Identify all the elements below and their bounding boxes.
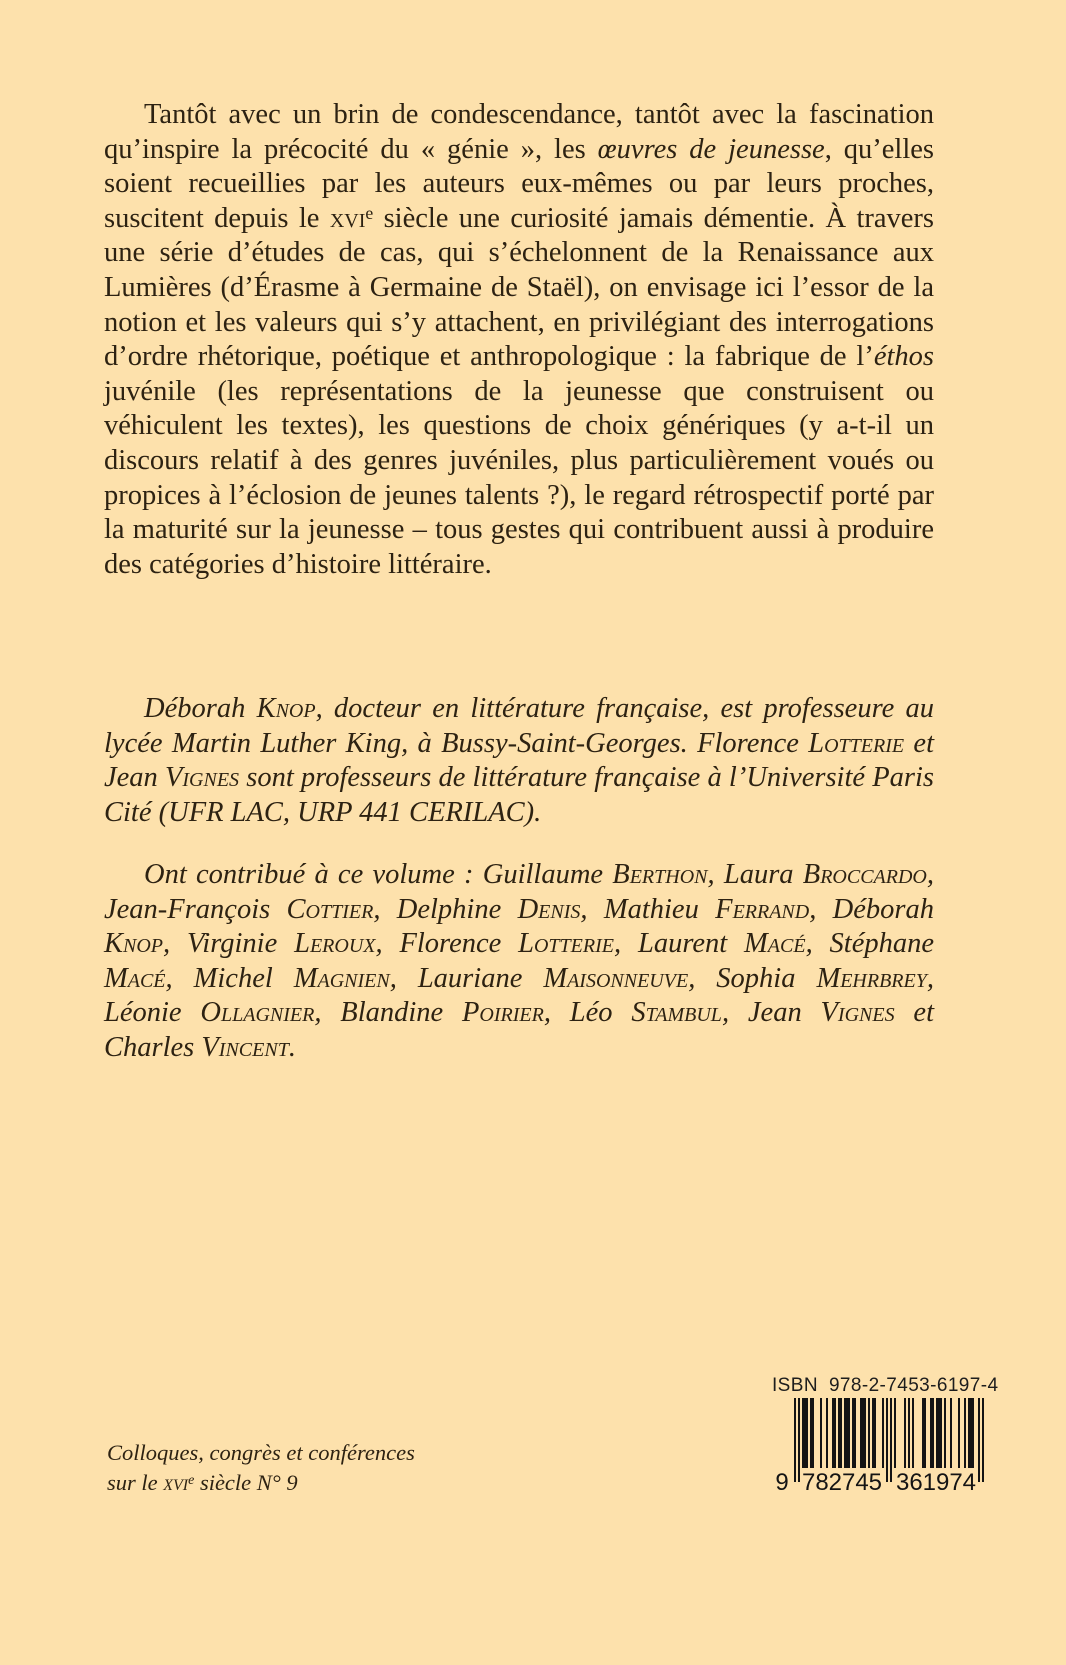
ean13-digit-prefix: 9: [775, 1469, 789, 1494]
ean13-digits-right: 361974: [896, 1469, 976, 1494]
ean13-digits-left: 782745: [802, 1469, 882, 1494]
isbn-number: 978-2-7453-6197-4: [828, 1375, 999, 1396]
authors-bio-paragraph: Déborah Knop, docteur en littérature française, est professeure au lycée Martin Luther King, à Bussy-Saint-Georges. Florence Lotterie et Jean Vignes sont professeurs de littérature française à l’Université Paris Cité (UFR LAC, URP 441 CERILAC).: [104, 693, 934, 828]
blurb-paragraph: Tantôt avec un brin de condescendance, tantôt avec la fascination qu’inspire la précocité du « génie », les œuvres de jeunesse, qu’elles soient recueillies par les auteurs eux-mêmes ou par leurs proches, suscitent depuis le xvi$^e$ siècle une curiosité jamais démentie. À travers une série d’études de cas, qui s’échelonnent de la Renaissance aux Lumières (d’Érasme à Germaine de Staël), on envisage ici l’essor de la notion et les valeurs qui s’y attachent, en privilégiant des interrogations d’ordre rhétorique, poétique et anthropologique : la fabrique de l’éthos juvénile (les représentations de la jeunesse que construisent ou véhiculent les textes), les questions de choix génériques (y a-t-il un discours relatif à des genres juvéniles, plus particulièrement voués ou propices à l’éclosion de jeunes talents ?), le regard rétrospectif porté par la maturité sur la jeunesse – tous gestes qui contribuent aussi à produire des catégories d’histoire littéraire.: [104, 99, 934, 580]
isbn-label: [772, 1375, 999, 1397]
isbn-word: ISBN: [772, 1375, 818, 1396]
series-note: [107, 1438, 415, 1498]
isbn-block: [772, 1375, 999, 1494]
contributors-paragraph: Ont contribué à ce volume : Guillaume Berthon, Laura Broccardo, Jean-François Cottier, Delphine Denis, Mathieu Ferrand, Déborah Knop, Virginie Leroux, Florence Lotterie, Laurent Macé, Stéphane Macé, Michel Magnien, Lauriane Maisonneuve, Sophia Mehrbrey, Léonie Ollagnier, Blandine Poirier, Léo Stambul, Jean Vignes et Charles Vincent.: [104, 859, 935, 1063]
series-volume-line: sur le xvi$^e$ siècle N° 9: [107, 1470, 298, 1495]
ean13-barcode: [772, 1398, 990, 1494]
series-title-line: Colloques, congrès et conférences: [107, 1440, 415, 1465]
